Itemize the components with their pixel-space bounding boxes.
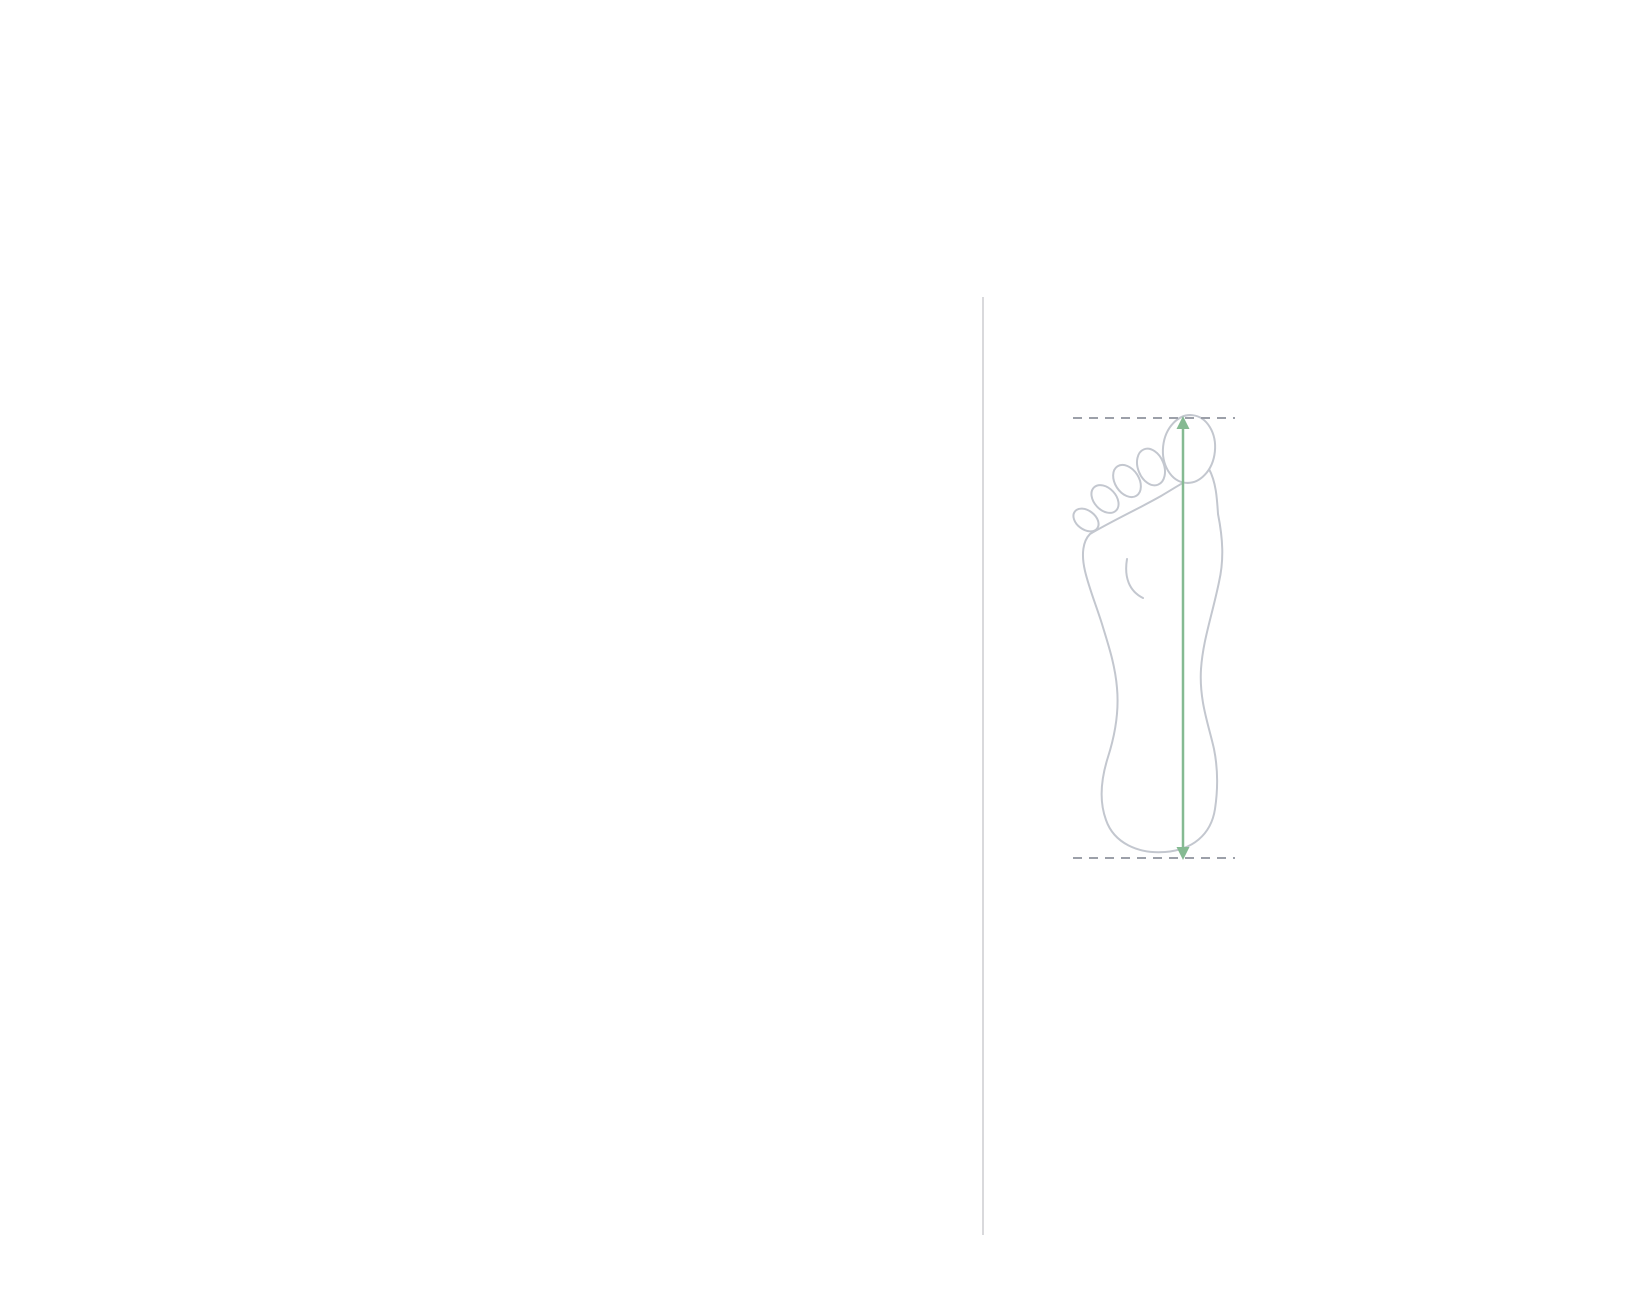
vertical-divider	[982, 297, 984, 1235]
foot-illustration	[1069, 412, 1222, 852]
size-table-header-row	[60, 292, 900, 364]
column-header-eur	[690, 292, 900, 364]
column-header-length	[60, 292, 270, 364]
column-header-us	[270, 292, 480, 364]
foot-measure-diagram	[1028, 412, 1488, 867]
foot-outline	[1083, 469, 1222, 852]
disclaimer-note	[60, 968, 892, 1000]
size-table	[60, 292, 900, 364]
column-header-uk-india	[480, 292, 690, 364]
